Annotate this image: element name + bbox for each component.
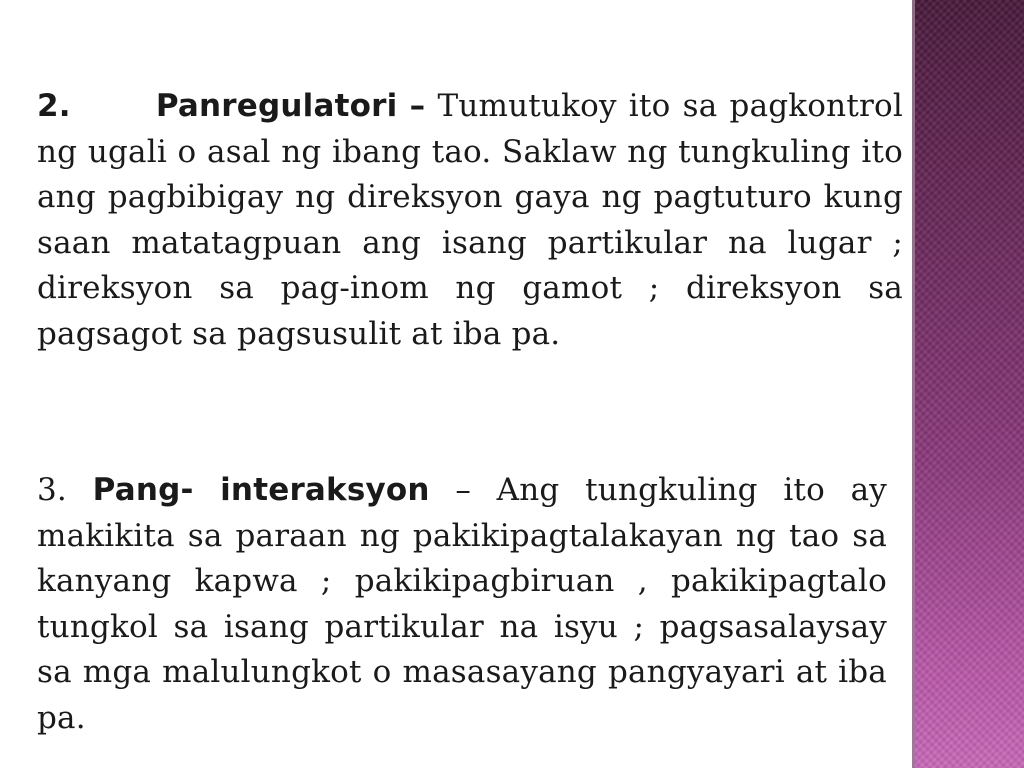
paragraph-dash: – (409, 88, 426, 124)
paragraph-text: Tumutukoy ito sa pagkontrol ng ugali o asal ng ibang tao. Saklaw ng tungkuling ito ang pagbibigay ng direksyon gaya ng pagtuturo kung saan matatagpuan ang isang partikular na lugar ; direksyon sa pag-inom ng gamot ; direksyon sa pagsagot sa pagsusulit at iba pa. (37, 88, 903, 352)
paragraph-number: 3. (37, 472, 67, 508)
paragraph-panregulatori (37, 84, 903, 357)
paragraph-term: Pang- interaksyon (92, 472, 430, 508)
paragraph-dash: – (455, 472, 472, 508)
decorative-sidebar (915, 0, 1024, 768)
paragraph-number: 2. (37, 88, 71, 124)
paragraph-pang-interaksyon (37, 468, 887, 741)
paragraph-text: Ang tungkuling ito ay makikita sa paraan ng pakikipagtalakayan ng tao sa kanyang kapwa ; pakikipagbiruan , pakikipagtalo tungkol sa isang partikular na isyu ; pagsasalaysay sa mga malulungkot o masasayang pangyayari at iba pa. (37, 472, 887, 736)
paragraph-term: Panregulatori (155, 88, 398, 124)
